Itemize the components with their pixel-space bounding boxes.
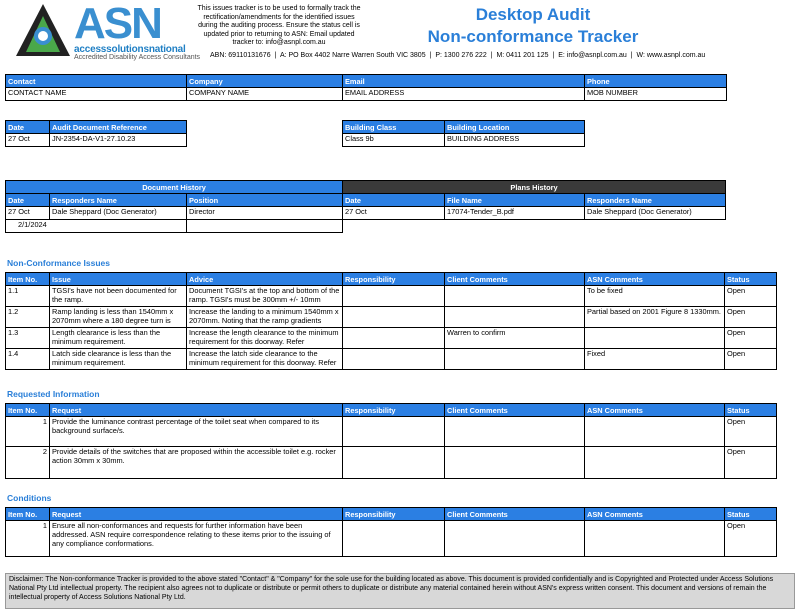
mobile-text: M: 0411 201 125 <box>496 52 549 59</box>
table-row: 1.4 Latch side clearance is less than the minimum requirement. Increase the latch side clearance to the minimum requirement for this doorway. Refer Fixed Open <box>6 349 777 370</box>
logo-letters: ASN <box>74 0 161 48</box>
company-logo <box>14 0 201 61</box>
audit-ref-value[interactable]: JN-2354-DA-V1-27.10.23 <box>50 134 187 147</box>
table-row: 1.3 Length clearance is less than the minimum requirement. Increase the length clearance to the minimum requirement for this doorway. Refer Warren to confirm Open <box>6 328 777 349</box>
contact-header: Contact <box>6 75 187 88</box>
address-text: A: PO Box 4402 Narre Warren South VIC 3805 <box>279 52 426 59</box>
table-row: 1.1 TGSI's have not been documented for the ramp. Document TGSI's at the top and bottom of the ramp. TGSI's must be 300mm +/- 10mm To be fixed Open <box>6 286 777 307</box>
plans-history-title: Plans History <box>343 181 726 194</box>
contact-value[interactable]: CONTACT NAME <box>6 88 187 101</box>
nc-issues-table: Item No. Issue Advice Responsibility Client Comments ASN Comments Status 1.1 TGSI's have not been documented for the ramp. Document TGSI's at the top and bottom of the ramp. TGSI's must be 300mm +/- 10mm To be fixed Open 1.2 Ramp landing is less than 1540mm x 2070mm where a 180 degree turn is Increase the landing to a minimum 1540mm x 2070mm. Noting that the ramp gradients Partial based on 2001 Figure 8 1330mm. Open 1.3 Length clearance is less than the minimum requirement. Increase the length clearance to the minimum requirement for this doorway. Refer Warren to confirm Open 1.4 Latch side clearance is less than the minimum requirement. Increase the latch side clearance to the minimum requirement for this doorway. Refer Fixed Open <box>5 272 777 370</box>
phone-text: P: 1300 276 222 <box>435 52 487 59</box>
audit-table <box>5 120 187 147</box>
company-header: Company <box>187 75 343 88</box>
building-location-header: Building Location <box>445 121 585 134</box>
nc-issues-title: Non-Conformance Issues <box>7 258 110 268</box>
requested-info-title: Requested Information <box>7 389 100 399</box>
document-history-table <box>5 180 343 233</box>
table-row: 1 Ensure all non-conformances and requests for further information have been addressed. ASN require correspondence relating to these items prior to the issuing of any compliance conformations. Open <box>6 521 777 557</box>
ph-responder-header: Responders Name <box>585 194 726 207</box>
document-history-title: Document History <box>6 181 343 194</box>
email-value[interactable]: EMAIL ADDRESS <box>343 88 585 101</box>
email-text[interactable]: E: info@asnpl.com.au <box>558 52 627 59</box>
dh-date-header: Date <box>6 194 50 207</box>
audit-date-value[interactable]: 27 Oct <box>6 134 50 147</box>
building-table <box>342 120 585 147</box>
requested-info-table: Item No. Request Responsibility Client Comments ASN Comments Status 1 Provide the luminance contrast percentage of the toilet seat when compared to its background surface/s. Open 2 Provide details of the switches that are proposed within the accessible toilet e.g. rocker action 30mm x 30mm. Open <box>5 403 777 479</box>
page-title-line1: Desktop Audit <box>475 5 591 24</box>
table-row: 1.2 Ramp landing is less than 1540mm x 2070mm where a 180 degree turn is Increase the landing to a minimum 1540mm x 2070mm. Noting that the ramp gradients Partial based on 2001 Figure 8 1330mm. Open <box>6 307 777 328</box>
logo-brand: accesssolutionsnational <box>74 44 186 55</box>
company-contact-line: ABN: 69110131676 | A: PO Box 4402 Narre Warren South VIC 3805 | P: 1300 276 222 | M: 0411 201 125 | E: info@asnpl.com.au | W: www.asnpl.com.au <box>210 52 706 59</box>
audit-date-header: Date <box>6 121 50 134</box>
phone-header: Phone <box>585 75 727 88</box>
building-class-header: Building Class <box>343 121 445 134</box>
table-row: 27 Oct 17074-Tender_B.pdf Dale Sheppard (Doc Generator) <box>343 207 726 220</box>
conditions-title: Conditions <box>7 493 52 503</box>
abn-text: ABN: 69110131676 <box>210 52 271 59</box>
audit-ref-header: Audit Document Reference <box>50 121 187 134</box>
table-row: 2/1/2024 <box>6 220 343 233</box>
intro-text: This issues tracker is to be used to formally track the rectification/amendments for the identified issues during the auditing process. Ensure the status cell is updated prior to returning to ASN: Email updated tracker to: info@asnpl.com.au <box>197 5 361 46</box>
email-header: Email <box>343 75 585 88</box>
company-value[interactable]: COMPANY NAME <box>187 88 343 101</box>
phone-value[interactable]: MOB NUMBER <box>585 88 727 101</box>
table-row: 2 Provide details of the switches that are proposed within the accessible toilet e.g. rocker action 30mm x 30mm. Open <box>6 447 777 479</box>
page-title-line2: Non-conformance Tracker <box>427 27 639 46</box>
dh-responder-header: Responders Name <box>50 194 187 207</box>
ph-date-header: Date <box>343 194 445 207</box>
table-row: 27 Oct Dale Sheppard (Doc Generator) Director <box>6 207 343 220</box>
dh-position-header: Position <box>187 194 343 207</box>
asn-logo-icon <box>14 2 72 58</box>
web-text[interactable]: W: www.asnpl.com.au <box>636 52 706 59</box>
contact-table <box>5 74 727 101</box>
building-class-value[interactable]: Class 9b <box>343 134 445 147</box>
table-row: 1 Provide the luminance contrast percentage of the toilet seat when compared to its background surface/s. Open <box>6 417 777 447</box>
disclaimer-text: Disclaimer: The Non-conformance Tracker is provided to the above stated "Contact" & "Company" for the sole use for the building located as above. This document is provided confidentially and is Copyrighted and Protected under Access Solutions National Pty Ltd intellectual property. The recipient also agrees not to duplicate or distribute or permit others to duplicate or distribute any material contained herein without ASN's express written consent. This document and versions of remain the intellectual property of Access Solutions National Pty Ltd. <box>5 573 795 609</box>
conditions-table: Item No. Request Responsibility Client Comments ASN Comments Status 1 Ensure all non-conformances and requests for further information have been addressed. ASN require correspondence relating to these items prior to the issuing of any compliance conformations. Open <box>5 507 777 557</box>
plans-history-table <box>342 180 726 220</box>
building-location-value[interactable]: BUILDING ADDRESS <box>445 134 585 147</box>
ph-file-header: File Name <box>445 194 585 207</box>
logo-tagline: Accredited Disability Access Consultants <box>74 54 201 61</box>
